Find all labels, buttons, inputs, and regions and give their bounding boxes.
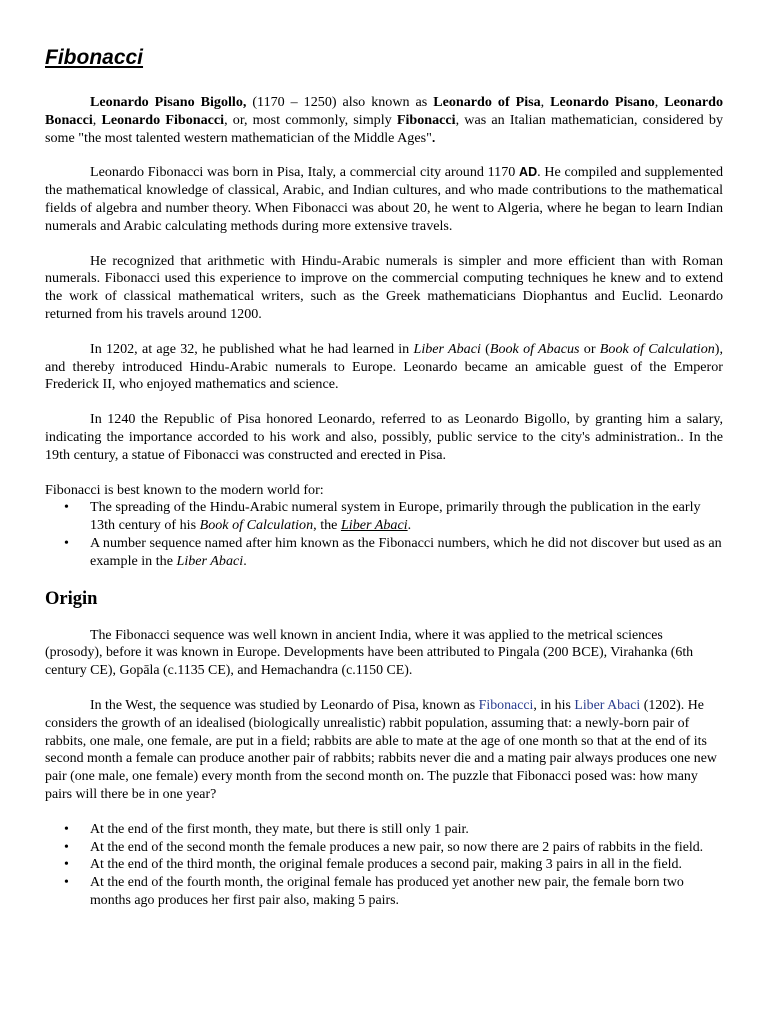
book-title: Book of Calculation: [199, 517, 314, 534]
text-span: , was an Italian mathematician, considered by some "the most talented western mathematician of the Middle Ages": [45, 111, 723, 146]
book-title: Book of Calculation: [599, 340, 715, 357]
arithmetic-paragraph: He recognized that arithmetic with Hindu-Arabic numerals is simpler and more efficient than with Roman numerals. Fibonacci used this experience to improve on the commercial computing techniques he knew and to extend the work of classical mathematical writers, such as the Greek mathematicians Diophantus and Euclid. Leonardo returned from his travels around 1200.: [45, 252, 723, 322]
gopala-name: Gopāla: [119, 663, 160, 679]
list-item: [45, 821, 723, 839]
document-page: [45, 44, 723, 927]
text-span: (c.1135 CE), and Hemachandra (c.1150 CE).: [159, 663, 413, 679]
intro-paragraph: [45, 94, 723, 147]
bullet-icon: •: [64, 499, 69, 516]
text-span: ,: [654, 94, 665, 110]
book-title: Book of Abacus: [489, 340, 580, 357]
text-span: .: [243, 552, 247, 569]
text-span: ,: [92, 111, 102, 128]
fibonacci-link[interactable]: Fibonacci: [478, 697, 534, 713]
bullet-icon: •: [64, 857, 69, 873]
alias-leonardo-bonacci: Leonardo Bonacci: [45, 94, 724, 128]
month-text: At the end of the fourth month, the original female has produced yet another new pair, the female born two months ago produces her first pair also, making 5 pairs.: [90, 875, 684, 908]
text-span: The spreading of the Hindu-Arabic numeral system in Europe, primarily through the publication in the early 13th century of his: [90, 499, 701, 534]
birth-paragraph: [45, 164, 723, 235]
rabbit-months-list: [45, 821, 723, 910]
text-span: The Fibonacci sequence was well known in ancient India, where it was applied to the metrical sciences (prosody), before it was known in Europe. Developments have been attributed to Pingala (200 BCE), Virahanka (6th century CE),: [45, 627, 694, 679]
text-span: ), and thereby introduced Hindu-Arabic numerals to Europe. Leonardo became an amicable guest of the Emperor Frederick II, who enjoyed mathematics and science.: [45, 340, 724, 393]
text-span: .: [407, 517, 412, 534]
liber-abaci-paragraph: [45, 341, 723, 394]
month-text: At the end of the first month, they mate, but there is still only 1 pair.: [90, 821, 469, 837]
full-name: Leonardo Pisano Bigollo,: [90, 94, 247, 110]
alias-fibonacci: Fibonacci: [396, 111, 456, 128]
origin-heading: Origin: [45, 588, 98, 609]
origin-india-paragraph: [45, 627, 723, 680]
month-text: At the end of the second month the female produces a new pair, so now there are 2 pairs of rabbits in the field.: [90, 839, 704, 855]
text-span: A number sequence named after him known as the Fibonacci numbers, which he did not discover but used as an example in the: [90, 534, 722, 569]
list-item: [45, 499, 723, 535]
known-for-intro: Fibonacci is best known to the modern world for:: [45, 481, 324, 498]
text-span: , the: [313, 517, 341, 534]
text-span: (: [480, 340, 490, 357]
text-span: Leonardo Fibonacci was born in Pisa, Italy, a commercial city around 1170: [90, 164, 520, 181]
alias-leonardo-fibonacci: Leonardo Fibonacci: [101, 111, 225, 128]
text-span: ,: [540, 94, 551, 110]
alias-leonardo-of-pisa: Leonardo of Pisa: [433, 94, 541, 110]
text-span: , in his: [533, 697, 575, 713]
liber-abaci-link[interactable]: Liber Abaci: [340, 517, 408, 534]
era-label: AD: [519, 165, 538, 180]
list-item: [45, 535, 723, 571]
page-title: Fibonacci: [45, 46, 144, 69]
text-span: , or, most commonly, simply: [224, 111, 397, 128]
alias-leonardo-pisano: Leonardo Pisano: [550, 94, 655, 110]
list-item: [45, 874, 723, 910]
book-title: Liber Abaci: [176, 552, 244, 569]
list-item: [45, 856, 723, 874]
text-span: (1202). He considers the growth of an idealised (biologically unrealistic) rabbit population, assuming that: a newly-born pair of rabbits, one male, one female, are put in a field; rabbits are able to mate at the age of one month so that at the end of its second month a female can produce another pair of rabbits; rabbits never die and a mating pair always produces one new pair (one male, one female) every month from the second month on. The puzzle that Fibonacci posed was: how many pairs will there be in one year?: [45, 697, 717, 802]
book-title: Liber Abaci: [413, 340, 481, 357]
bullet-icon: •: [64, 534, 69, 551]
origin-west-paragraph: [45, 697, 723, 804]
text-span: In 1202, at age 32, he published what he had learned in: [90, 340, 414, 357]
bullet-icon: •: [64, 821, 69, 837]
text-span: . He compiled and supplemented the mathematical knowledge of classical, Arabic, and Indian cultures, and who made contributions to the mathematical fields of algebra and number theory. When Fibonacci was about 20, he went to Algeria, where he began to learn Indian numerals and Arabic calculating methods during more extensive travels.: [45, 164, 723, 234]
text-span: .: [431, 130, 436, 145]
text-span: (1170 – 1250) also known as: [246, 94, 434, 110]
pisa-honor-paragraph: In 1240 the Republic of Pisa honored Leonardo, referred to as Leonardo Bigollo, by granting him a salary, indicating the importance accorded to his work and also, possibly, public service to the city's administration.. In the 19th century, a statue of Fibonacci was constructed and erected in Pisa.: [45, 411, 723, 463]
bullet-icon: •: [64, 839, 69, 855]
known-for-list: [45, 499, 723, 570]
text-span: or: [579, 340, 600, 357]
text-span: In the West, the sequence was studied by Leonardo of Pisa, known as: [90, 697, 479, 713]
list-item: [45, 839, 723, 857]
bullet-icon: •: [64, 875, 69, 891]
month-text: At the end of the third month, the original female produces a second pair, making 3 pairs in all in the field.: [90, 857, 682, 873]
liber-abaci-link[interactable]: Liber Abaci: [574, 697, 641, 713]
